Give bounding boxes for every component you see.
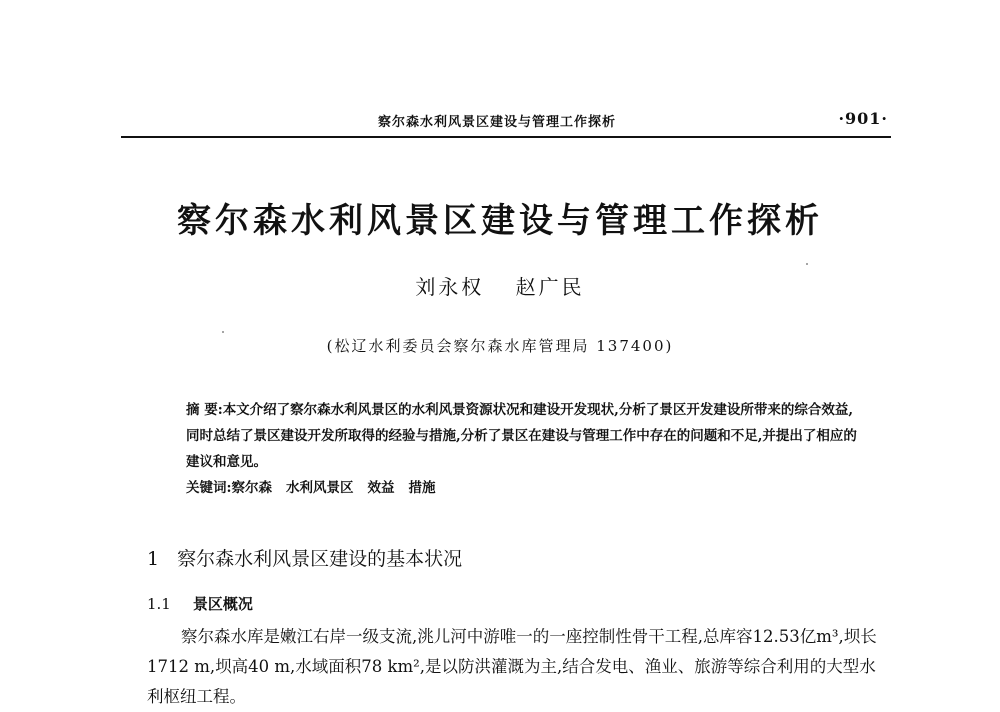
scan-speck xyxy=(806,263,808,265)
subsection-title: 景区概况 xyxy=(192,595,253,613)
keyword: 措施 xyxy=(408,480,436,496)
scan-speck xyxy=(222,331,224,333)
keywords-label: 关键词: xyxy=(186,480,232,496)
paper-title: 察尔森水利风景区建设与管理工作探析 xyxy=(177,201,823,241)
body-paragraph: 察尔森水库是嫩江右岸一级支流,洮儿河中游唯一的一座控制性骨干工程,总库容12.53亿m³,坝长1712 m,坝高40 m,水域面积78 km²,是以防洪灌溉为主,结合发电、渔业、旅游等综合利用的大型水利枢纽工程。 xyxy=(147,627,877,706)
body-text xyxy=(147,622,892,712)
header-rule xyxy=(121,136,891,138)
subsection-number: 1.1 xyxy=(147,595,171,613)
section-heading xyxy=(147,544,462,571)
keyword: 效益 xyxy=(367,480,395,496)
running-title: 察尔森水利风景区建设与管理工作探析 xyxy=(378,115,617,130)
section-number: 1 xyxy=(147,548,160,570)
running-header xyxy=(120,111,890,133)
keyword: 水利风景区 xyxy=(285,480,354,496)
keywords-line xyxy=(186,475,866,501)
authors: 刘永权 赵广民 xyxy=(415,275,585,299)
subsection-heading xyxy=(147,593,253,614)
abstract-label: 摘 要: xyxy=(186,402,223,418)
keywords-values xyxy=(231,480,449,496)
abstract-text: 本文介绍了察尔森水利风景区的水利风景资源状况和建设开发现状,分析了景区开发建设所带来的综合效益,同时总结了景区建设开发所取得的经验与措施,分析了景区在建设与管理工作中存在的问题和不足,并提出了相应的建议和意见。 xyxy=(186,402,857,470)
abstract-paragraph xyxy=(186,397,866,475)
keyword: 察尔森 xyxy=(231,480,272,496)
section-title: 察尔森水利风景区建设的基本状况 xyxy=(177,548,463,570)
affiliation: (松辽水利委员会察尔森水库管理局 137400) xyxy=(326,337,674,355)
page-number: ·901· xyxy=(838,109,888,128)
abstract-block xyxy=(186,397,866,501)
